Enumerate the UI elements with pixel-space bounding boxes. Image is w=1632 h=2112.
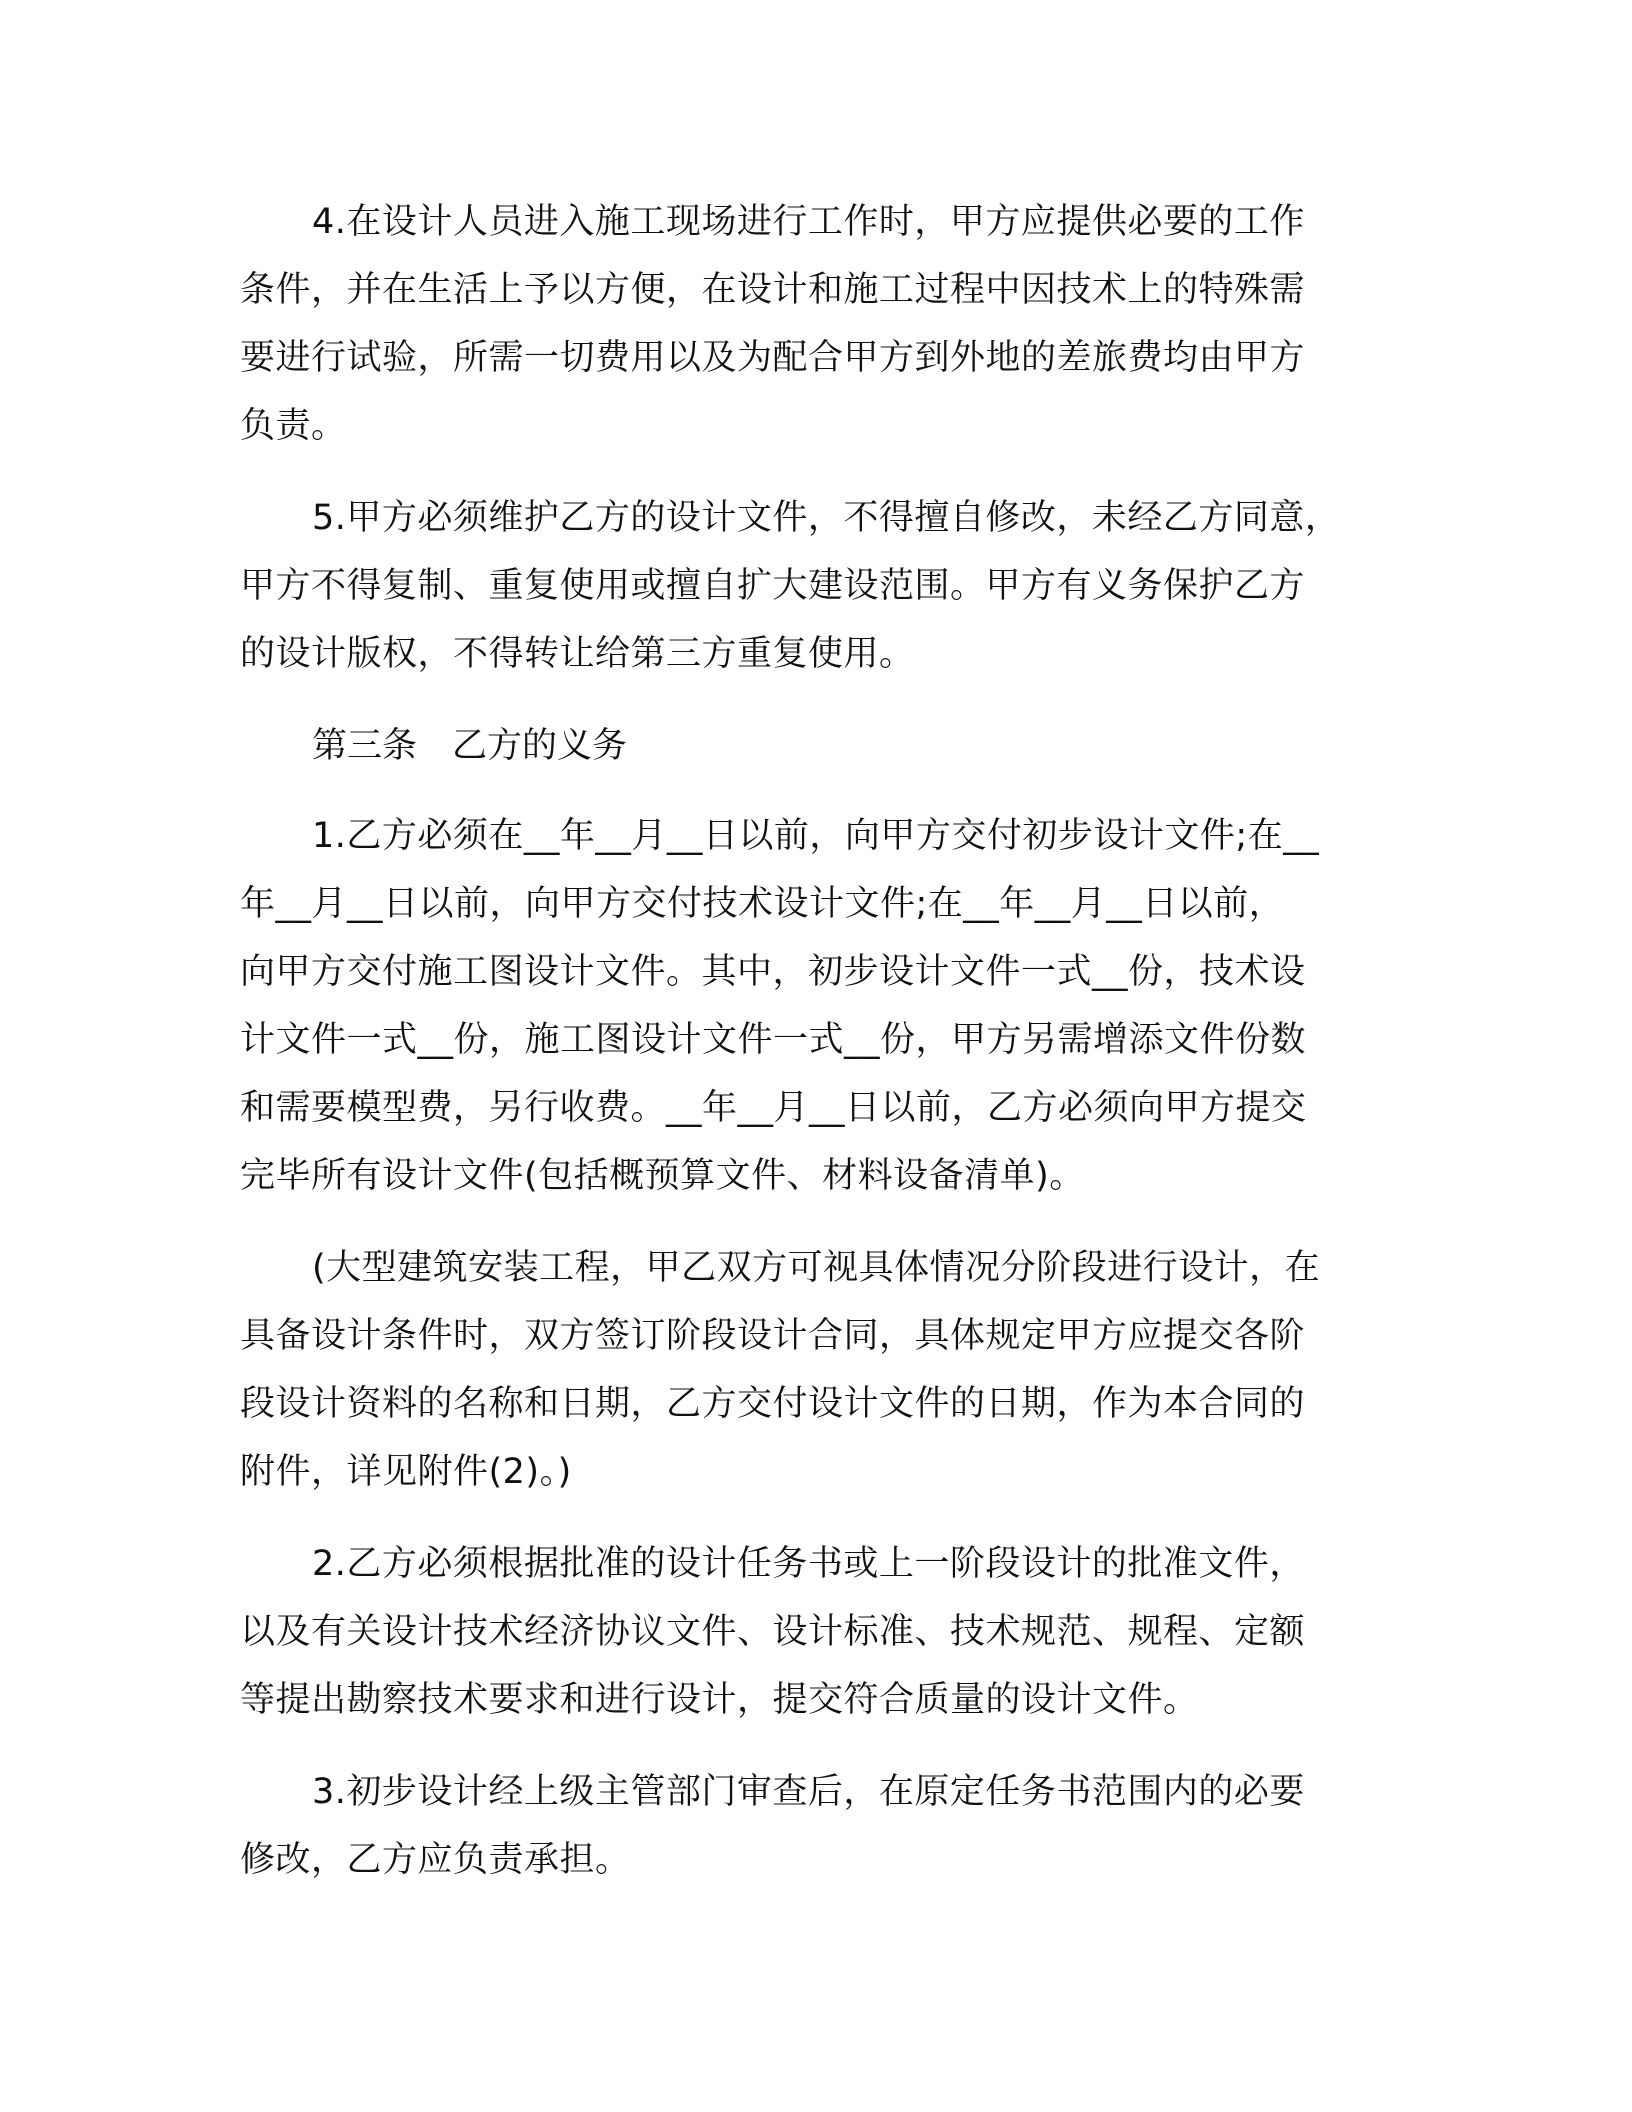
obligation-1 [240,802,1388,1210]
text-line: 和需要模型费，另行收费。__年__月__日以前，乙方必须向甲方提交 [240,1088,1307,1128]
text-line: 具备设计条件时，双方签订阶段设计合同，具体规定甲方应提交各阶 [240,1316,1306,1356]
text-line: 向甲方交付施工图设计文件。其中，初步设计文件一式__份，技术设 [240,952,1306,992]
text-line: 段设计资料的名称和日期，乙方交付设计文件的日期，作为本合同的 [240,1384,1306,1424]
obligation-3 [240,1758,1388,1894]
document-body [240,188,1388,1918]
text-line: 4.在设计人员进入施工现场进行工作时，甲方应提供必要的工作 [312,202,1305,242]
text-line: 5.甲方必须维护乙方的设计文件，不得擅自修改，未经乙方同意， [312,498,1341,538]
paragraph-4 [240,188,1388,460]
text-line: 附件，详见附件(2)。) [240,1452,572,1492]
text-line: 以及有关设计技术经济协议文件、设计标准、技术规范、规程、定额 [240,1612,1306,1652]
text-line: 年__月__日以前，向甲方交付技术设计文件;在__年__月__日以前， [240,884,1285,924]
paragraph-5 [240,484,1388,688]
text-line: 完毕所有设计文件(包括概预算文件、材料设备清单)。 [240,1156,1085,1196]
text-line: (大型建筑安装工程，甲乙双方可视具体情况分阶段进行设计，在 [312,1248,1321,1288]
text-line: 等提出勘察技术要求和进行设计，提交符合质量的设计文件。 [240,1680,1199,1720]
text-line: 1.乙方必须在__年__月__日以前，向甲方交付初步设计文件;在__ [312,816,1320,856]
text-line: 甲方不得复制、重复使用或擅自扩大建设范围。甲方有义务保护乙方 [240,566,1306,606]
section-heading-article-3: 第三条 乙方的义务 [312,726,628,766]
text-line: 3.初步设计经上级主管部门审查后，在原定任务书范围内的必要 [312,1772,1305,1812]
text-line: 2.乙方必须根据批准的设计任务书或上一阶段设计的批准文件， [312,1544,1305,1584]
text-line: 修改，乙方应负责承担。 [240,1840,631,1880]
text-line: 计文件一式__份，施工图设计文件一式__份，甲方另需增添文件份数 [240,1020,1307,1060]
text-line: 条件，并在生活上予以方便，在设计和施工过程中因技术上的特殊需 [240,270,1306,310]
text-line: 负责。 [240,406,347,446]
text-line: 要进行试验，所需一切费用以及为配合甲方到外地的差旅费均由甲方 [240,338,1306,378]
obligation-2 [240,1530,1388,1734]
text-line: 的设计版权，不得转让给第三方重复使用。 [240,634,915,674]
obligation-note [240,1234,1388,1506]
